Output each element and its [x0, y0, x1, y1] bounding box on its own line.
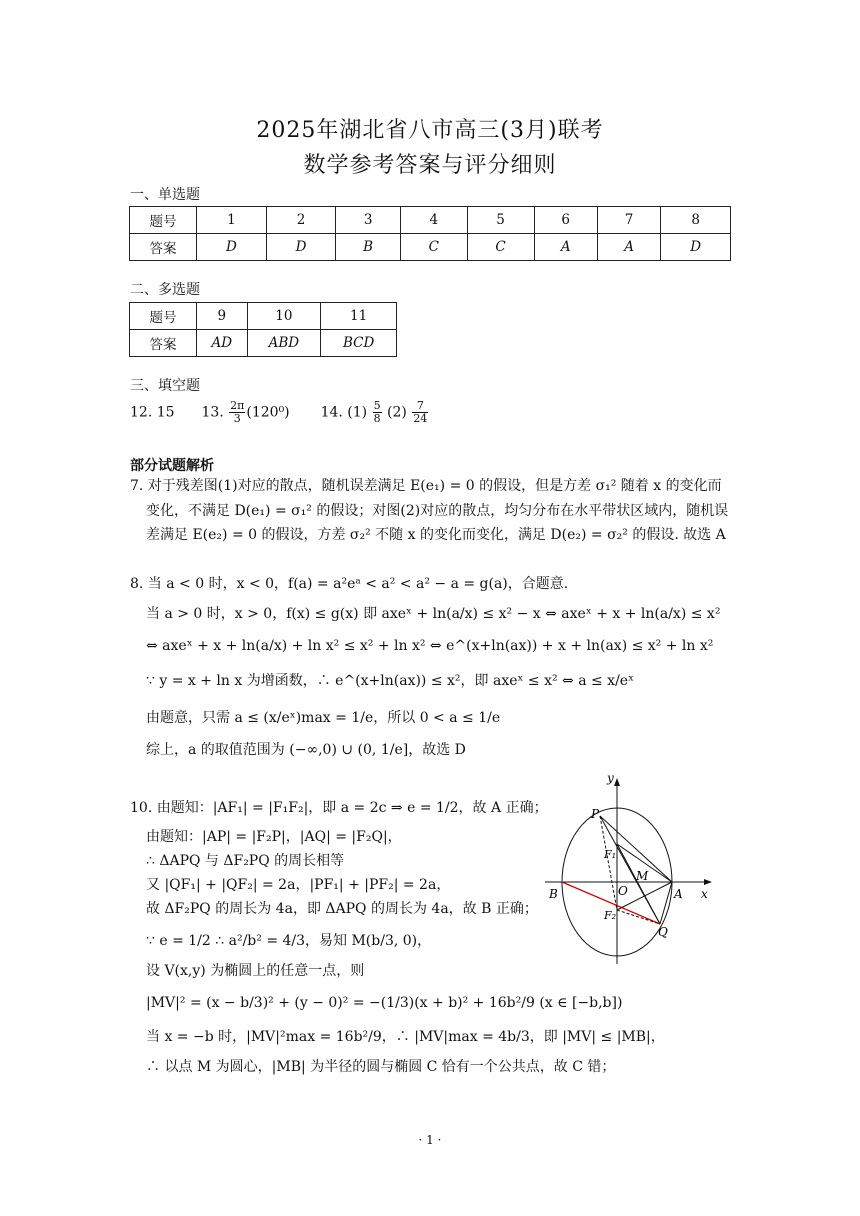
table-row-answers [130, 330, 397, 357]
q7-line: 7. 对于残差图(1)对应的散点，随机误差满足 E(e₁) = 0 的假设，但是方差 σ₁² 随着 x 的变化而 [130, 478, 722, 494]
table-cell: D [266, 234, 336, 261]
table-cell: AD [197, 330, 248, 357]
q10-line: 当 x = −b 时，|MV|²max = 16b²/9，∴ |MV|max = 4b/3，即 |MV| ≤ |MB|， [146, 1029, 665, 1045]
q8-line: ⇔ axeˣ + x + ln(a/x) + ln x² ≤ x² + ln x² ⇔ e^(x+ln(ax)) + x + ln(ax) ≤ x² + ln x² [146, 638, 714, 654]
table-cell: B [336, 234, 400, 261]
q8-line: ∵ y = x + ln x 为增函数，∴ e^(x+ln(ax)) ≤ x²，即 axeˣ ≤ x² ⇔ a ≤ x/eˣ [146, 673, 635, 689]
answer-13-fraction [229, 400, 245, 425]
q8-line: 由题意，只需 a ≤ (x/eˣ)max = 1/e，所以 0 < a ≤ 1/e [146, 710, 501, 726]
table-row-label: 题号 [130, 207, 197, 234]
section-fill-blank: 三、填空题 [130, 378, 200, 394]
answer-13-label: 13. [201, 404, 224, 421]
page-number: · 1 · [418, 1133, 442, 1147]
table-cell: D [661, 234, 731, 261]
q10-line: ∵ e = 1/2 ∴ a²/b² = 4/3，易知 M(b/3, 0)， [146, 933, 432, 949]
table-cell: 11 [321, 303, 397, 330]
table-cell: 1 [197, 207, 267, 234]
table-row-questions [130, 303, 397, 330]
table-row-label: 题号 [130, 303, 197, 330]
answer-14b-fraction [412, 400, 428, 425]
table-cell: ABD [247, 330, 321, 357]
answer-14a-fraction [373, 400, 382, 425]
single-choice-table [129, 206, 731, 261]
analysis-heading: 部分试题解析 [130, 458, 214, 474]
q10-line: 设 V(x,y) 为椭圆上的任意一点，则 [146, 963, 365, 979]
denominator: 24 [413, 412, 428, 425]
answer-12: 12. 15 [130, 404, 175, 421]
q7-line: 差满足 E(e₂) = 0 的假设，方差 σ₂² 不随 x 的变化而变化，满足 D(e₂) = σ₂² 的假设. 故选 A [146, 527, 726, 543]
table-row-answers [130, 234, 731, 261]
table-cell: A [534, 234, 597, 261]
label-p: P [591, 807, 600, 821]
answer-13-extra: (120⁰) [246, 404, 290, 421]
label-m: M [636, 869, 649, 883]
answer-14-mid: (2) [387, 404, 407, 421]
table-cell: C [400, 234, 467, 261]
q10-line: 由题知：|AP| = |F₂P|，|AQ| = |F₂Q|， [146, 829, 402, 845]
table-cell: C [467, 234, 534, 261]
table-row-questions [130, 207, 731, 234]
label-b: B [549, 887, 558, 901]
table-cell: 7 [597, 207, 660, 234]
ellipse-figure [540, 772, 730, 968]
denominator: 8 [373, 412, 381, 425]
table-cell: 4 [400, 207, 467, 234]
q10-line: |MV|² = (x − b/3)² + (y − 0)² = −(1/3)(x + b)² + 16b²/9 (x ∈ [−b,b]) [146, 995, 623, 1011]
q8-line: 8. 当 a < 0 时，x < 0，f(a) = a²eᵃ < a² < a² − a = g(a)，合题意. [130, 576, 569, 592]
table-cell: 2 [266, 207, 336, 234]
q10-line: 又 |QF₁| + |QF₂| = 2a，|PF₁| + |PF₂| = 2a， [146, 877, 451, 893]
table-cell: BCD [321, 330, 397, 357]
denominator: 3 [233, 412, 241, 425]
q10-line: 故 ΔF₂PQ 的周长为 4a，即 ΔAPQ 的周长为 4a，故 B 正确； [146, 901, 538, 917]
table-cell: 6 [534, 207, 597, 234]
q7-line: 变化，不满足 D(e₁) = σ₁² 的假设；对图(2)对应的散点，均匀分布在水平带状区域内，随机误 [146, 503, 729, 519]
section-single-choice: 一、单选题 [130, 187, 200, 203]
segment-pf2-dashed [600, 816, 617, 910]
q10-line: ∴ ΔAPQ 与 ΔF₂PQ 的周长相等 [146, 853, 345, 869]
label-a: A [674, 887, 683, 901]
fill-answers [130, 400, 429, 425]
table-cell: 8 [661, 207, 731, 234]
numerator: 2π [230, 399, 245, 412]
label-y: y [607, 772, 614, 785]
label-o: O [618, 884, 628, 898]
table-cell: 10 [247, 303, 321, 330]
label-f2: F₂ [604, 909, 617, 922]
table-cell: 3 [336, 207, 400, 234]
doc-subtitle: 数学参考答案与评分细则 [303, 153, 557, 178]
table-cell: D [197, 234, 267, 261]
y-axis-arrow [614, 778, 620, 786]
q10-line: ∴ 以点 M 为圆心，|MB| 为半径的圆与椭圆 C 恰有一个公共点，故 C 错； [146, 1059, 616, 1075]
numerator: 5 [373, 399, 381, 412]
section-multi-choice: 二、多选题 [130, 282, 200, 298]
table-row-label: 答案 [130, 330, 197, 357]
q8-line: 综上，a 的取值范围为 (−∞,0) ∪ (0, 1/e]，故选 D [146, 742, 466, 758]
table-row-label: 答案 [130, 234, 197, 261]
label-f1: F₁ [604, 848, 617, 861]
x-axis-arrow [704, 879, 712, 885]
label-q: Q [658, 925, 668, 939]
table-cell: 5 [467, 207, 534, 234]
q10-line: 10. 由题知：|AF₁| = |F₁F₂|，即 a = 2c ⇒ e = 1/2，故 A 正确； [130, 800, 548, 816]
label-x: x [701, 887, 708, 901]
multi-choice-table [129, 302, 397, 357]
answer-14-label: 14. (1) [320, 404, 368, 421]
numerator: 7 [412, 400, 428, 413]
q8-line: 当 a > 0 时，x > 0，f(x) ≤ g(x) 即 axeˣ + ln(a/x) ≤ x² − x ⇔ axeˣ + x + ln(a/x) ≤ x² [146, 606, 721, 622]
doc-title: 2025年湖北省八市高三(3月)联考 [256, 118, 604, 143]
table-cell: A [597, 234, 660, 261]
table-cell: 9 [197, 303, 248, 330]
